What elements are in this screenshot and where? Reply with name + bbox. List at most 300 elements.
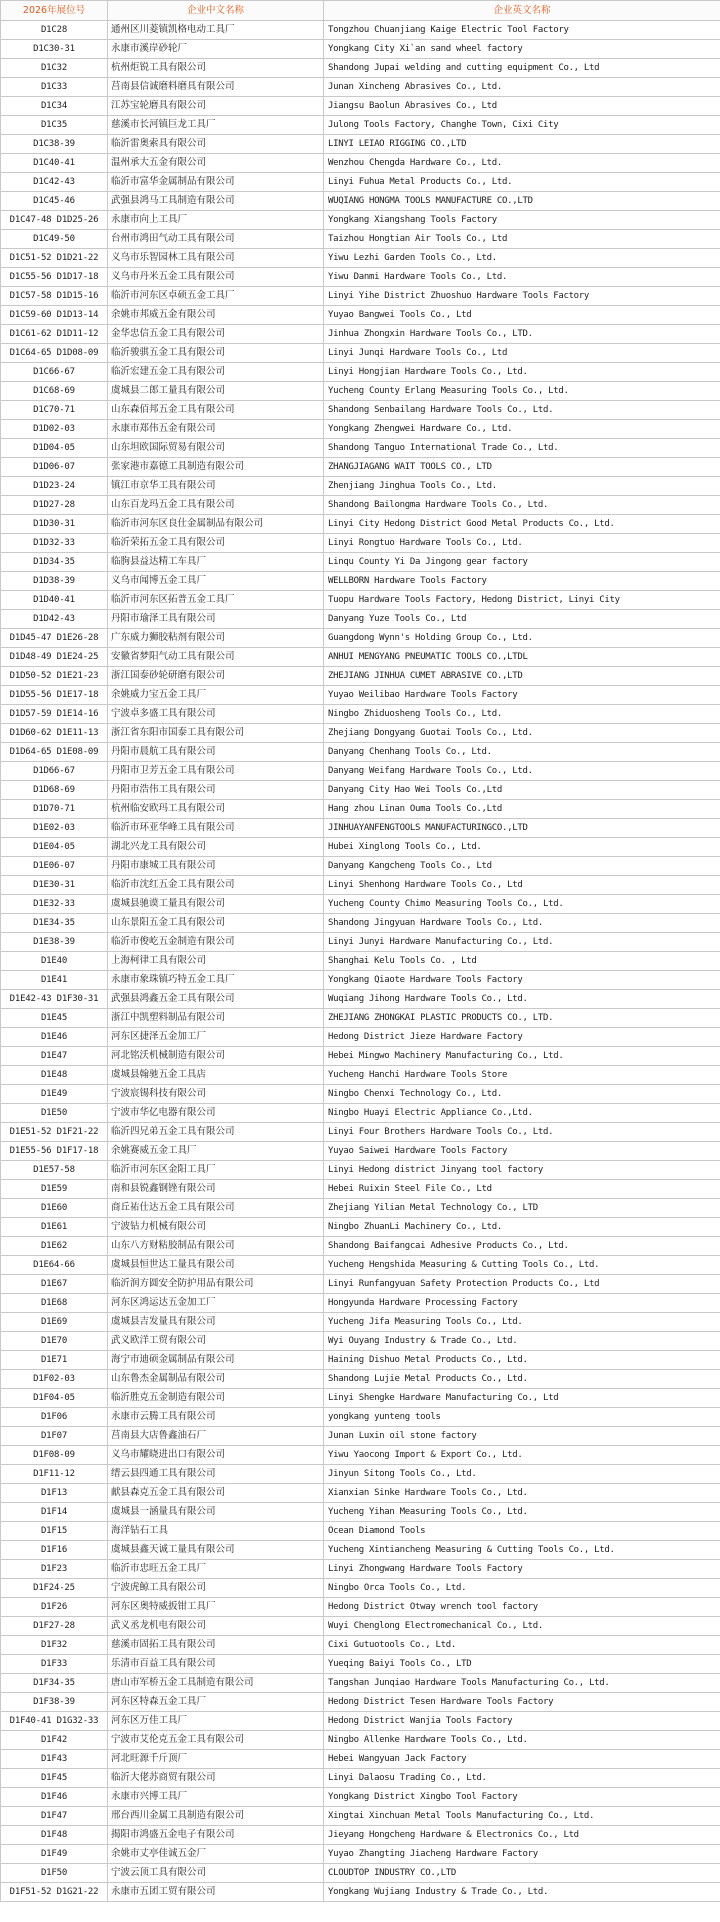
- booth-number-cell: D1F34-35: [1, 1674, 108, 1693]
- booth-number-cell: D1D40-41: [1, 591, 108, 610]
- company-chinese-name-cell: 河东区鸿运达五金加工厂: [108, 1294, 324, 1313]
- booth-number-cell: D1F06: [1, 1408, 108, 1427]
- table-row: [1, 724, 720, 743]
- table-row: [1, 21, 720, 40]
- table-row: [1, 1123, 720, 1142]
- table-row: [1, 686, 720, 705]
- booth-number-cell: D1E41: [1, 971, 108, 990]
- booth-number-cell: D1E59: [1, 1180, 108, 1199]
- company-english-name-cell: CLOUDTOP INDUSTRY CO.,LTD: [324, 1864, 720, 1883]
- table-row: [1, 1389, 720, 1408]
- table-row: [1, 1693, 720, 1712]
- table-row: [1, 154, 720, 173]
- company-chinese-name-cell: 永康市向上工具厂: [108, 211, 324, 230]
- table-row: [1, 705, 720, 724]
- table-row: [1, 306, 720, 325]
- company-chinese-name-cell: 广东威力狮胶粘剂有限公司: [108, 629, 324, 648]
- table-row: [1, 1028, 720, 1047]
- company-english-name-cell: Yiwu Danmi Hardware Tools Co., Ltd.: [324, 268, 720, 287]
- company-chinese-name-cell: 丹阳市瑜泽工具有限公司: [108, 610, 324, 629]
- table-row: [1, 629, 720, 648]
- company-chinese-name-cell: 临朐县益达精工车具厂: [108, 553, 324, 572]
- booth-number-cell: D1D27-28: [1, 496, 108, 515]
- company-chinese-name-cell: 义乌市丹米五金工具有限公司: [108, 268, 324, 287]
- company-chinese-name-cell: 虞城县吉发量具有限公司: [108, 1313, 324, 1332]
- company-chinese-name-cell: 临沂大佬苏商贸有限公司: [108, 1769, 324, 1788]
- table-row: [1, 268, 720, 287]
- company-english-name-cell: Hedong District Jieze Hardware Factory: [324, 1028, 720, 1047]
- company-english-name-cell: Linyi Junyi Hardware Manufacturing Co., Ltd.: [324, 933, 720, 952]
- header-booth-number: 2026年展位号: [1, 1, 108, 21]
- booth-number-cell: D1F24-25: [1, 1579, 108, 1598]
- table-row: [1, 648, 720, 667]
- company-chinese-name-cell: 台州市鸿田气动工具有限公司: [108, 230, 324, 249]
- company-english-name-cell: Wuqiang Jihong Hardware Tools Co., Ltd.: [324, 990, 720, 1009]
- booth-number-cell: D1E30-31: [1, 876, 108, 895]
- company-english-name-cell: Hedong District Tesen Hardware Tools Factory: [324, 1693, 720, 1712]
- booth-number-cell: D1D06-07: [1, 458, 108, 477]
- company-chinese-name-cell: 缙云县四通工具有限公司: [108, 1465, 324, 1484]
- booth-number-cell: D1F32: [1, 1636, 108, 1655]
- company-chinese-name-cell: 武强县鸿马工具制造有限公司: [108, 192, 324, 211]
- company-english-name-cell: Danyang City Hao Wei Tools Co.,Ltd: [324, 781, 720, 800]
- company-english-name-cell: Yongkang Qiaote Hardware Tools Factory: [324, 971, 720, 990]
- company-chinese-name-cell: 武义丞龙机电有限公司: [108, 1617, 324, 1636]
- table-row: [1, 819, 720, 838]
- company-english-name-cell: Tuopu Hardware Tools Factory, Hedong District, Linyi City: [324, 591, 720, 610]
- table-row: [1, 1161, 720, 1180]
- booth-number-cell: D1F38-39: [1, 1693, 108, 1712]
- company-chinese-name-cell: 杭州炬锐工具有限公司: [108, 59, 324, 78]
- company-chinese-name-cell: 乐清市百益工具有限公司: [108, 1655, 324, 1674]
- table-row: [1, 1294, 720, 1313]
- company-chinese-name-cell: 山东坦欧国际贸易有限公司: [108, 439, 324, 458]
- table-row: [1, 1237, 720, 1256]
- company-english-name-cell: Xianxian Sinke Hardware Tools Co., Ltd.: [324, 1484, 720, 1503]
- company-english-name-cell: Zhejiang Dongyang Guotai Tools Co., Ltd.: [324, 724, 720, 743]
- booth-number-cell: D1F15: [1, 1522, 108, 1541]
- company-chinese-name-cell: 河东区奥特威扳钳工具厂: [108, 1598, 324, 1617]
- booth-number-cell: D1E64-66: [1, 1256, 108, 1275]
- booth-number-cell: D1C28: [1, 21, 108, 40]
- booth-number-cell: D1F48: [1, 1826, 108, 1845]
- company-chinese-name-cell: 山东鲁杰金属制品有限公司: [108, 1370, 324, 1389]
- booth-number-cell: D1E40: [1, 952, 108, 971]
- company-english-name-cell: Taizhou Hongtian Air Tools Co., Ltd: [324, 230, 720, 249]
- booth-number-cell: D1F02-03: [1, 1370, 108, 1389]
- company-english-name-cell: Ocean Diamond Tools: [324, 1522, 720, 1541]
- booth-number-cell: D1F04-05: [1, 1389, 108, 1408]
- table-row: [1, 116, 720, 135]
- company-chinese-name-cell: 义乌市耀晓进出口有限公司: [108, 1446, 324, 1465]
- company-english-name-cell: Linyi Shengke Hardware Manufacturing Co., Ltd: [324, 1389, 720, 1408]
- company-chinese-name-cell: 河东区捷泽五金加工厂: [108, 1028, 324, 1047]
- company-chinese-name-cell: 浙江国泰砂轮研磨有限公司: [108, 667, 324, 686]
- company-english-name-cell: ZHANGJIAGANG WAIT TOOLS CO., LTD: [324, 458, 720, 477]
- company-chinese-name-cell: 义乌市闻博五金工具厂: [108, 572, 324, 591]
- company-english-name-cell: Hebei Wangyuan Jack Factory: [324, 1750, 720, 1769]
- company-chinese-name-cell: 张家港市嘉德工具制造有限公司: [108, 458, 324, 477]
- table-row: [1, 1769, 720, 1788]
- table-row: [1, 610, 720, 629]
- company-english-name-cell: Junan Luxin oil stone factory: [324, 1427, 720, 1446]
- company-chinese-name-cell: 临沂市河东区金阳工具厂: [108, 1161, 324, 1180]
- table-row: [1, 1275, 720, 1294]
- table-row: [1, 1864, 720, 1883]
- company-chinese-name-cell: 临沂市河东区良仕金属制品有限公司: [108, 515, 324, 534]
- table-row: [1, 458, 720, 477]
- booth-number-cell: D1D55-56 D1E17-18: [1, 686, 108, 705]
- header-chinese-name: 企业中文名称: [108, 1, 324, 21]
- company-chinese-name-cell: 余姚市邦威五金有限公司: [108, 306, 324, 325]
- booth-number-cell: D1E51-52 D1F21-22: [1, 1123, 108, 1142]
- company-english-name-cell: Danyang Kangcheng Tools Co., Ltd: [324, 857, 720, 876]
- company-english-name-cell: Jiangsu Baolun Abrasives Co., Ltd: [324, 97, 720, 116]
- company-chinese-name-cell: 义乌市乐智园林工具有限公司: [108, 249, 324, 268]
- company-english-name-cell: Shandong Bailongma Hardware Tools Co., Ltd.: [324, 496, 720, 515]
- company-english-name-cell: Hebei Ruixin Steel File Co., Ltd: [324, 1180, 720, 1199]
- booth-number-cell: D1D45-47 D1E26-28: [1, 629, 108, 648]
- table-row: [1, 1465, 720, 1484]
- booth-number-cell: D1E32-33: [1, 895, 108, 914]
- booth-number-cell: D1E61: [1, 1218, 108, 1237]
- company-english-name-cell: Cixi Gutuotools Co., Ltd.: [324, 1636, 720, 1655]
- booth-number-cell: D1F47: [1, 1807, 108, 1826]
- booth-number-cell: D1E02-03: [1, 819, 108, 838]
- table-row: [1, 572, 720, 591]
- company-english-name-cell: Shandong Lujie Metal Products Co., Ltd.: [324, 1370, 720, 1389]
- table-row: [1, 439, 720, 458]
- booth-number-cell: D1C51-52 D1D21-22: [1, 249, 108, 268]
- booth-number-cell: D1C64-65 D1D08-09: [1, 344, 108, 363]
- booth-number-cell: D1E46: [1, 1028, 108, 1047]
- company-english-name-cell: Xingtai Xinchuan Metal Tools Manufacturing Co., Ltd.: [324, 1807, 720, 1826]
- company-chinese-name-cell: 河北旺源千斤顶厂: [108, 1750, 324, 1769]
- booth-number-cell: D1E49: [1, 1085, 108, 1104]
- company-chinese-name-cell: 丹阳市浩伟工具有限公司: [108, 781, 324, 800]
- company-english-name-cell: Tangshan Junqiao Hardware Tools Manufacturing Co., Ltd.: [324, 1674, 720, 1693]
- company-chinese-name-cell: 慈溪市固拓工具有限公司: [108, 1636, 324, 1655]
- company-chinese-name-cell: 虞城县恒世达工量具有限公司: [108, 1256, 324, 1275]
- table-row: [1, 952, 720, 971]
- company-chinese-name-cell: 莒南县信诚磨料磨具有限公司: [108, 78, 324, 97]
- table-row: [1, 1180, 720, 1199]
- booth-number-cell: D1C45-46: [1, 192, 108, 211]
- company-english-name-cell: Yiwu Lezhi Garden Tools Co., Ltd.: [324, 249, 720, 268]
- table-row: [1, 1636, 720, 1655]
- table-row: [1, 990, 720, 1009]
- company-chinese-name-cell: 上海柯律工具有限公司: [108, 952, 324, 971]
- company-chinese-name-cell: 武义欧洋工贸有限公司: [108, 1332, 324, 1351]
- booth-number-cell: D1E04-05: [1, 838, 108, 857]
- company-english-name-cell: Zhenjiang Jinghua Tools Co., Ltd.: [324, 477, 720, 496]
- booth-number-cell: D1E71: [1, 1351, 108, 1370]
- booth-number-cell: D1E47: [1, 1047, 108, 1066]
- company-english-name-cell: ZHEJIANG JINHUA CUMET ABRASIVE CO.,LTD: [324, 667, 720, 686]
- booth-number-cell: D1E55-56 D1F17-18: [1, 1142, 108, 1161]
- table-row: [1, 1750, 720, 1769]
- company-chinese-name-cell: 山东八方财粘胶制品有限公司: [108, 1237, 324, 1256]
- booth-number-cell: D1D42-43: [1, 610, 108, 629]
- table-row: [1, 1142, 720, 1161]
- booth-number-cell: D1E38-39: [1, 933, 108, 952]
- table-row: [1, 1712, 720, 1731]
- booth-number-cell: D1D38-39: [1, 572, 108, 591]
- company-chinese-name-cell: 宁波云顶工具有限公司: [108, 1864, 324, 1883]
- company-english-name-cell: Linyi Runfangyuan Safety Protection Products Co., Ltd: [324, 1275, 720, 1294]
- company-english-name-cell: Ningbo ZhuanLi Machinery Co., Ltd.: [324, 1218, 720, 1237]
- company-english-name-cell: Wyi Ouyang Industry & Trade Co., Ltd.: [324, 1332, 720, 1351]
- company-english-name-cell: Hebei Mingwo Machinery Manufacturing Co., Ltd.: [324, 1047, 720, 1066]
- booth-number-cell: D1D32-33: [1, 534, 108, 553]
- table-row: [1, 743, 720, 762]
- company-english-name-cell: Jinyun Sitong Tools Co., Ltd.: [324, 1465, 720, 1484]
- booth-number-cell: D1F42: [1, 1731, 108, 1750]
- company-english-name-cell: Guangdong Wynn's Holding Group Co., Ltd.: [324, 629, 720, 648]
- table-row: [1, 287, 720, 306]
- table-row: [1, 78, 720, 97]
- company-english-name-cell: Shandong Baifangcai Adhesive Products Co., Ltd.: [324, 1237, 720, 1256]
- company-english-name-cell: Linyi Hongjian Hardware Tools Co., Ltd.: [324, 363, 720, 382]
- company-chinese-name-cell: 永康市溪岸砂轮厂: [108, 40, 324, 59]
- booth-number-cell: D1D23-24: [1, 477, 108, 496]
- table-row: [1, 781, 720, 800]
- table-row: [1, 382, 720, 401]
- table-row: [1, 1788, 720, 1807]
- company-chinese-name-cell: 山东景阳五金工具有限公司: [108, 914, 324, 933]
- booth-number-cell: D1F14: [1, 1503, 108, 1522]
- table-row: [1, 325, 720, 344]
- company-chinese-name-cell: 湖北兴龙工具有限公司: [108, 838, 324, 857]
- company-english-name-cell: Yucheng Yihan Measuring Tools Co., Ltd.: [324, 1503, 720, 1522]
- company-chinese-name-cell: 虞城县二郎工量具有限公司: [108, 382, 324, 401]
- booth-number-cell: D1D68-69: [1, 781, 108, 800]
- table-row: [1, 401, 720, 420]
- table-row: [1, 59, 720, 78]
- booth-number-cell: D1F49: [1, 1845, 108, 1864]
- company-chinese-name-cell: 余姚威力宝五金工具厂: [108, 686, 324, 705]
- table-row: [1, 1313, 720, 1332]
- company-english-name-cell: Yongkang Zhengwei Hardware Co., Ltd.: [324, 420, 720, 439]
- table-row: [1, 40, 720, 59]
- booth-number-cell: D1C49-50: [1, 230, 108, 249]
- table-row: [1, 1731, 720, 1750]
- booth-number-cell: D1F45: [1, 1769, 108, 1788]
- company-english-name-cell: Ningbo Zhiduosheng Tools Co., Ltd.: [324, 705, 720, 724]
- company-english-name-cell: Ningbo Orca Tools Co., Ltd.: [324, 1579, 720, 1598]
- company-english-name-cell: Danyang Chenhang Tools Co., Ltd.: [324, 743, 720, 762]
- company-english-name-cell: Ningbo Huayi Electric Appliance Co.,Ltd.: [324, 1104, 720, 1123]
- table-row: [1, 971, 720, 990]
- booth-number-cell: D1C40-41: [1, 154, 108, 173]
- table-row: [1, 1503, 720, 1522]
- table-row: [1, 591, 720, 610]
- company-chinese-name-cell: 丹阳市卫芳五金工具有限公司: [108, 762, 324, 781]
- company-chinese-name-cell: 揭阳市鸿盛五金电子有限公司: [108, 1826, 324, 1845]
- company-chinese-name-cell: 温州承大五金有限公司: [108, 154, 324, 173]
- company-english-name-cell: Linyi City Hedong District Good Metal Products Co., Ltd.: [324, 515, 720, 534]
- booth-number-cell: D1D30-31: [1, 515, 108, 534]
- booth-number-cell: D1F13: [1, 1484, 108, 1503]
- company-english-name-cell: Yongkang District Xingbo Tool Factory: [324, 1788, 720, 1807]
- company-english-name-cell: Yucheng Jifa Measuring Tools Co., Ltd.: [324, 1313, 720, 1332]
- table-row: [1, 762, 720, 781]
- company-english-name-cell: Ningbo Chenxi Technology Co., Ltd.: [324, 1085, 720, 1104]
- company-english-name-cell: Yuyao Weilibao Hardware Tools Factory: [324, 686, 720, 705]
- booth-number-cell: D1F26: [1, 1598, 108, 1617]
- company-chinese-name-cell: 临沂四兄弟五金工具有限公司: [108, 1123, 324, 1142]
- table-row: [1, 363, 720, 382]
- company-chinese-name-cell: 临沂市富华金属制品有限公司: [108, 173, 324, 192]
- company-chinese-name-cell: 慈溪市长河镇巨龙工具厂: [108, 116, 324, 135]
- company-chinese-name-cell: 唐山市军桥五金工具制造有限公司: [108, 1674, 324, 1693]
- company-chinese-name-cell: 临沂雷奥索具有限公司: [108, 135, 324, 154]
- booth-number-cell: D1E70: [1, 1332, 108, 1351]
- booth-number-cell: D1F08-09: [1, 1446, 108, 1465]
- table-row: [1, 1104, 720, 1123]
- company-chinese-name-cell: 海洋钻石工具: [108, 1522, 324, 1541]
- company-chinese-name-cell: 余姚赛威五金工具厂: [108, 1142, 324, 1161]
- company-english-name-cell: Yongkang City Xi`an sand wheel factory: [324, 40, 720, 59]
- table-row: [1, 1484, 720, 1503]
- company-english-name-cell: Yiwu Yaocong Import & Export Co., Ltd.: [324, 1446, 720, 1465]
- booth-number-cell: D1C68-69: [1, 382, 108, 401]
- table-row: [1, 1218, 720, 1237]
- company-chinese-name-cell: 莒南县大店鲁鑫油石厂: [108, 1427, 324, 1446]
- table-row: [1, 1826, 720, 1845]
- booth-number-cell: D1D48-49 D1E24-25: [1, 648, 108, 667]
- company-english-name-cell: Yuyao Saiwei Hardware Tools Factory: [324, 1142, 720, 1161]
- company-english-name-cell: Shanghai Kelu Tools Co. , Ltd: [324, 952, 720, 971]
- booth-number-cell: D1F51-52 D1G21-22: [1, 1883, 108, 1902]
- booth-number-cell: D1C33: [1, 78, 108, 97]
- company-chinese-name-cell: 商丘祐仕达五金工具有限公司: [108, 1199, 324, 1218]
- booth-number-cell: D1E69: [1, 1313, 108, 1332]
- booth-number-cell: D1D57-59 D1E14-16: [1, 705, 108, 724]
- company-chinese-name-cell: 永康市郑伟五金有限公司: [108, 420, 324, 439]
- company-english-name-cell: Yucheng Hanchi Hardware Tools Store: [324, 1066, 720, 1085]
- booth-number-cell: D1D50-52 D1E21-23: [1, 667, 108, 686]
- company-english-name-cell: Yongkang Wujiang Industry & Trade Co., Ltd.: [324, 1883, 720, 1902]
- company-chinese-name-cell: 南和县锐鑫钢锉有限公司: [108, 1180, 324, 1199]
- booth-number-cell: D1D66-67: [1, 762, 108, 781]
- company-chinese-name-cell: 河东区特森五金工具厂: [108, 1693, 324, 1712]
- booth-number-cell: D1F33: [1, 1655, 108, 1674]
- booth-number-cell: D1D64-65 D1E08-09: [1, 743, 108, 762]
- table-row: [1, 1655, 720, 1674]
- company-english-name-cell: Haining Dishuo Metal Products Co., Ltd.: [324, 1351, 720, 1370]
- company-english-name-cell: Yongkang Xiangshang Tools Factory: [324, 211, 720, 230]
- table-row: [1, 1807, 720, 1826]
- table-row: [1, 838, 720, 857]
- company-chinese-name-cell: 河东区万佳工具厂: [108, 1712, 324, 1731]
- company-english-name-cell: Tongzhou Chuanjiang Kaige Electric Tool Factory: [324, 21, 720, 40]
- company-chinese-name-cell: 金华忠信五金工具有限公司: [108, 325, 324, 344]
- company-chinese-name-cell: 宁波钻力机械有限公司: [108, 1218, 324, 1237]
- company-chinese-name-cell: 临沂胜克五金制造有限公司: [108, 1389, 324, 1408]
- table-row: [1, 1522, 720, 1541]
- booth-number-cell: D1C57-58 D1D15-16: [1, 287, 108, 306]
- table-row: [1, 1047, 720, 1066]
- table-row: [1, 1085, 720, 1104]
- table-row: [1, 477, 720, 496]
- table-row: [1, 211, 720, 230]
- booth-number-cell: D1E60: [1, 1199, 108, 1218]
- company-english-name-cell: Linyi Dalaosu Trading Co., Ltd.: [324, 1769, 720, 1788]
- company-chinese-name-cell: 丹阳市晨航工具有限公司: [108, 743, 324, 762]
- company-chinese-name-cell: 海宁市迪硕金属制品有限公司: [108, 1351, 324, 1370]
- company-english-name-cell: Linyi Shenhong Hardware Tools Co., Ltd: [324, 876, 720, 895]
- booth-number-cell: D1F07: [1, 1427, 108, 1446]
- booth-number-cell: D1C47-48 D1D25-26: [1, 211, 108, 230]
- company-chinese-name-cell: 虞城县驰谟工量具有限公司: [108, 895, 324, 914]
- company-chinese-name-cell: 河北铭沃机械制造有限公司: [108, 1047, 324, 1066]
- booth-number-cell: D1F23: [1, 1560, 108, 1579]
- booth-number-cell: D1F27-28: [1, 1617, 108, 1636]
- company-chinese-name-cell: 浙江中凯塑料制品有限公司: [108, 1009, 324, 1028]
- company-english-name-cell: Hongyunda Hardware Processing Factory: [324, 1294, 720, 1313]
- table-row: [1, 1009, 720, 1028]
- company-chinese-name-cell: 通州区川菱镇凯格电动工具厂: [108, 21, 324, 40]
- company-chinese-name-cell: 邢台西川金属工具制造有限公司: [108, 1807, 324, 1826]
- booth-number-cell: D1E45: [1, 1009, 108, 1028]
- company-english-name-cell: WUQIANG HONGMA TOOLS MANUFACTURE CO.,LTD: [324, 192, 720, 211]
- booth-number-cell: D1F43: [1, 1750, 108, 1769]
- table-row: [1, 895, 720, 914]
- table-row: [1, 1617, 720, 1636]
- table-row: [1, 1427, 720, 1446]
- company-english-name-cell: Yucheng Xintiancheng Measuring & Cutting Tools Co., Ltd.: [324, 1541, 720, 1560]
- company-english-name-cell: Shandong Jupai welding and cutting equipment Co., Ltd: [324, 59, 720, 78]
- company-chinese-name-cell: 永康市兴博工具厂: [108, 1788, 324, 1807]
- table-row: [1, 135, 720, 154]
- company-english-name-cell: Hang zhou Linan Ouma Tools Co.,Ltd: [324, 800, 720, 819]
- table-row: [1, 230, 720, 249]
- booth-number-cell: D1C34: [1, 97, 108, 116]
- table-row: [1, 515, 720, 534]
- table-row: [1, 1674, 720, 1693]
- company-english-name-cell: Linyi Junqi Hardware Tools Co., Ltd: [324, 344, 720, 363]
- company-chinese-name-cell: 杭州临安欧玛工具有限公司: [108, 800, 324, 819]
- table-body: [1, 21, 720, 1902]
- company-chinese-name-cell: 江苏宝轮磨具有限公司: [108, 97, 324, 116]
- company-english-name-cell: Shandong Tanguo International Trade Co., Ltd.: [324, 439, 720, 458]
- company-chinese-name-cell: 临沂市河东区拓普五金工具厂: [108, 591, 324, 610]
- company-chinese-name-cell: 永康市象珠镇巧特五金工具厂: [108, 971, 324, 990]
- booth-number-cell: D1F46: [1, 1788, 108, 1807]
- company-english-name-cell: Linyi Four Brothers Hardware Tools Co., Ltd.: [324, 1123, 720, 1142]
- company-english-name-cell: yongkang yunteng tools: [324, 1408, 720, 1427]
- booth-number-cell: D1C70-71: [1, 401, 108, 420]
- booth-number-cell: D1D34-35: [1, 553, 108, 572]
- booth-number-cell: D1E48: [1, 1066, 108, 1085]
- company-chinese-name-cell: 虞城县鑫天诚工量具有限公司: [108, 1541, 324, 1560]
- table-row: [1, 496, 720, 515]
- table-row: [1, 1845, 720, 1864]
- booth-number-cell: D1F40-41 D1G32-33: [1, 1712, 108, 1731]
- table-row: [1, 1256, 720, 1275]
- company-chinese-name-cell: 余姚市丈亭佳诚五金厂: [108, 1845, 324, 1864]
- booth-number-cell: D1D60-62 D1E11-13: [1, 724, 108, 743]
- booth-number-cell: D1C35: [1, 116, 108, 135]
- company-english-name-cell: Julong Tools Factory, Changhe Town, Cixi City: [324, 116, 720, 135]
- company-english-name-cell: LINYI LEIAO RIGGING CO.,LTD: [324, 135, 720, 154]
- table-row: [1, 1446, 720, 1465]
- booth-number-cell: D1C32: [1, 59, 108, 78]
- company-english-name-cell: Ningbo Allenke Hardware Tools Co., Ltd.: [324, 1731, 720, 1750]
- company-english-name-cell: Hedong District Wanjia Tools Factory: [324, 1712, 720, 1731]
- company-english-name-cell: Shandong Jingyuan Hardware Tools Co., Ltd.: [324, 914, 720, 933]
